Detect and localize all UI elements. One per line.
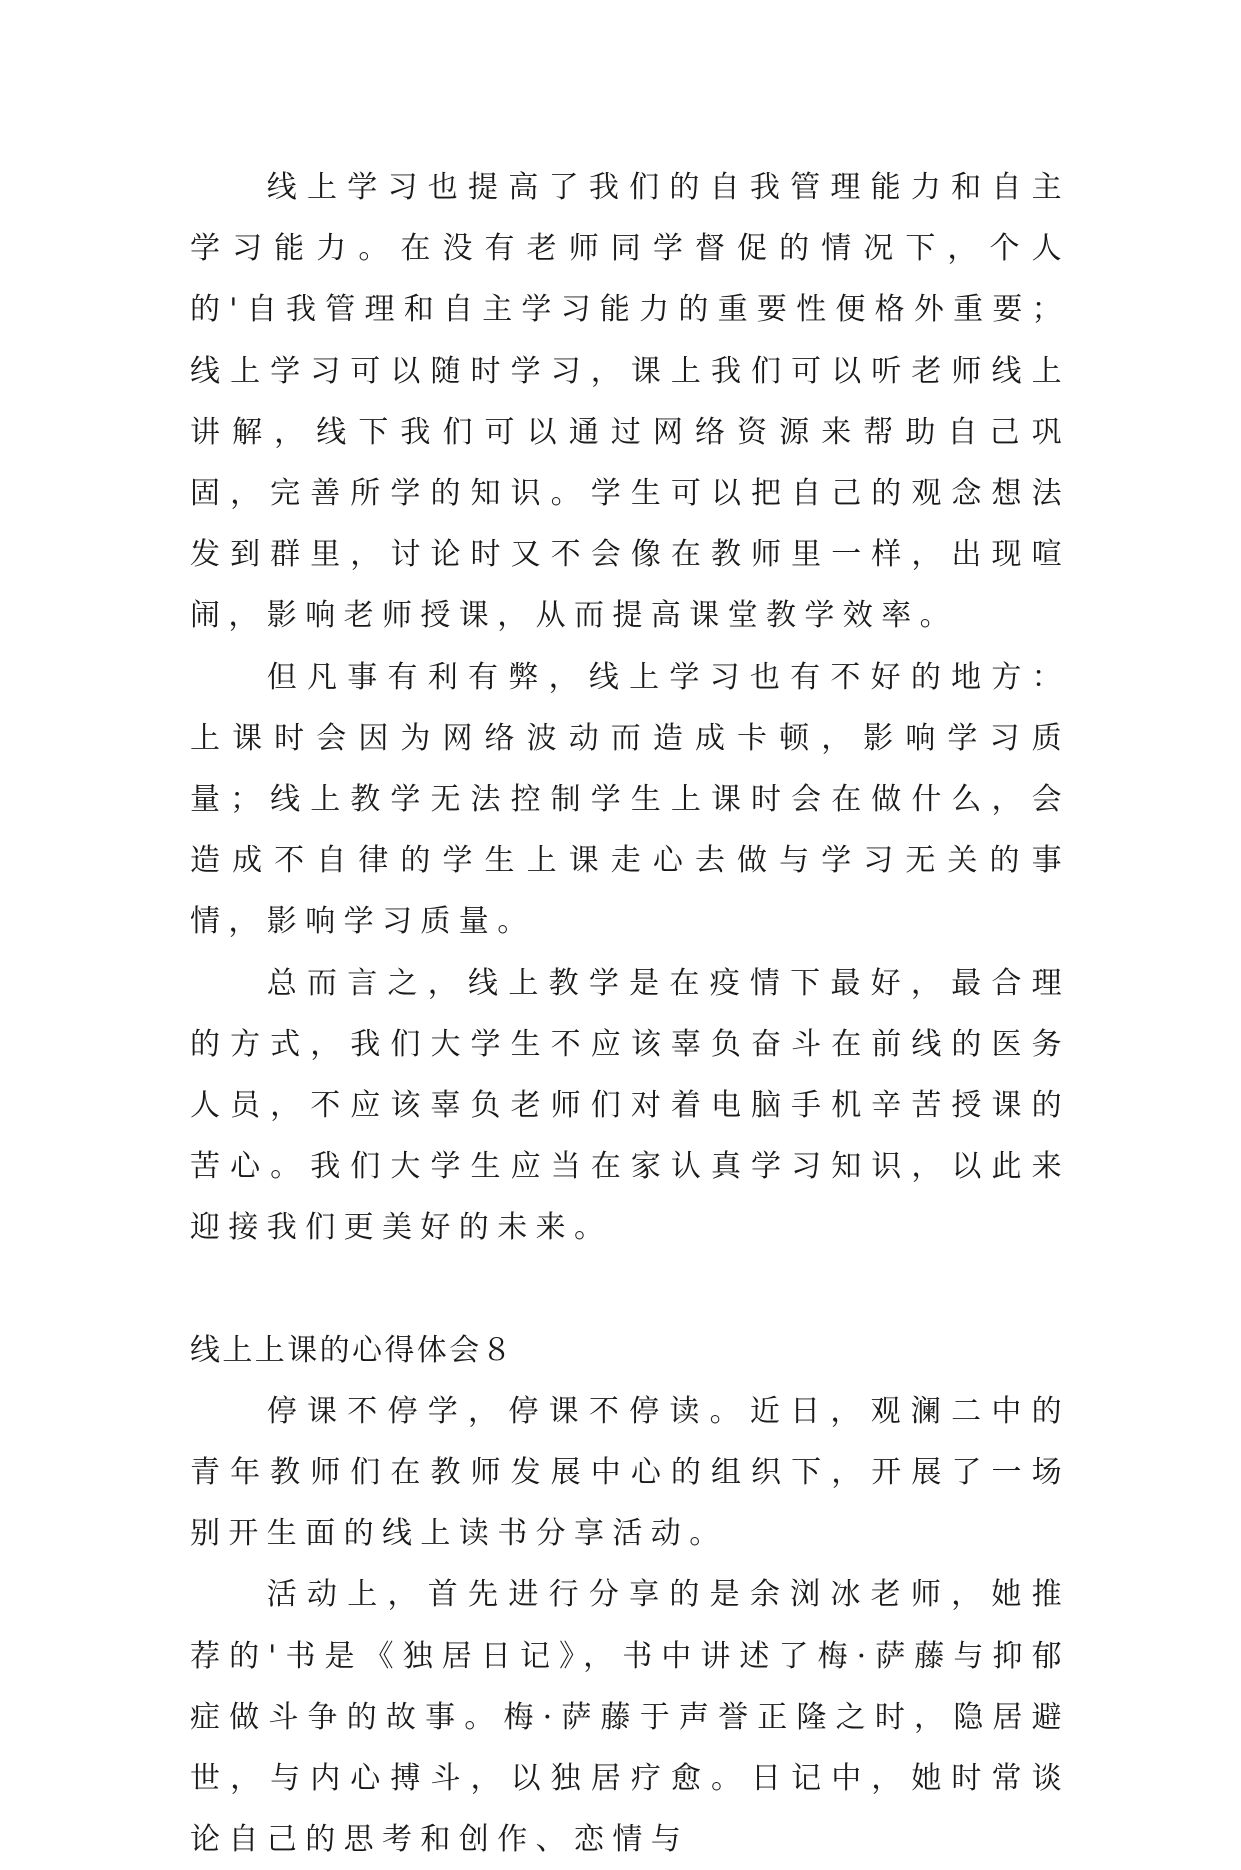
paragraph-reading-activity: 停课不停学，停课不停读。近日，观澜二中的青年教师们在教师发展中心的组织下，开展了一场别开生面的线上读书分享活动。	[190, 1393, 1070, 1552]
paragraph-book-sharing: 活动上，首先进行分享的是余浏冰老师，她推荐的'书是《独居日记》，书中讲述了梅·萨藤与抑郁症做斗争的故事。梅·萨藤于声誉正隆之时，隐居避世，与内心搏斗，以独居疗愈。日记中，她时常谈论自己的思考和创作、恋情与	[190, 1577, 1070, 1858]
section-spacer	[190, 1259, 1070, 1320]
paragraph-self-management: 线上学习也提高了我们的自我管理能力和自主学习能力。在没有老师同学督促的情况下，个人的'自我管理和自主学习能力的重要性便格外重要；线上学习可以随时学习，课上我们可以听老师线上讲解，线下我们可以通过网络资源来帮助自己巩固，完善所学的知识。学生可以把自己的观念想法发到群里，讨论时又不会像在教师里一样，出现喧闹，影响老师授课，从而提高课堂教学效率。	[190, 170, 1070, 634]
section-heading: 线上上课的心得体会８	[190, 1332, 514, 1368]
paragraph-pros-and-cons: 但凡事有利有弊，线上学习也有不好的地方：上课时会因为网络波动而造成卡顿，影响学习质量；线上教学无法控制学生上课时会在做什么，会造成不自律的学生上课走心去做与学习无关的事情，影响学习质量。	[190, 659, 1070, 940]
paragraph-conclusion: 总而言之，线上教学是在疫情下最好，最合理的方式，我们大学生不应该辜负奋斗在前线的医务人员，不应该辜负老师们对着电脑手机辛苦授课的苦心。我们大学生应当在家认真学习知识，以此来迎接我们更美好的未来。	[190, 965, 1070, 1246]
document-body	[190, 157, 1070, 1870]
